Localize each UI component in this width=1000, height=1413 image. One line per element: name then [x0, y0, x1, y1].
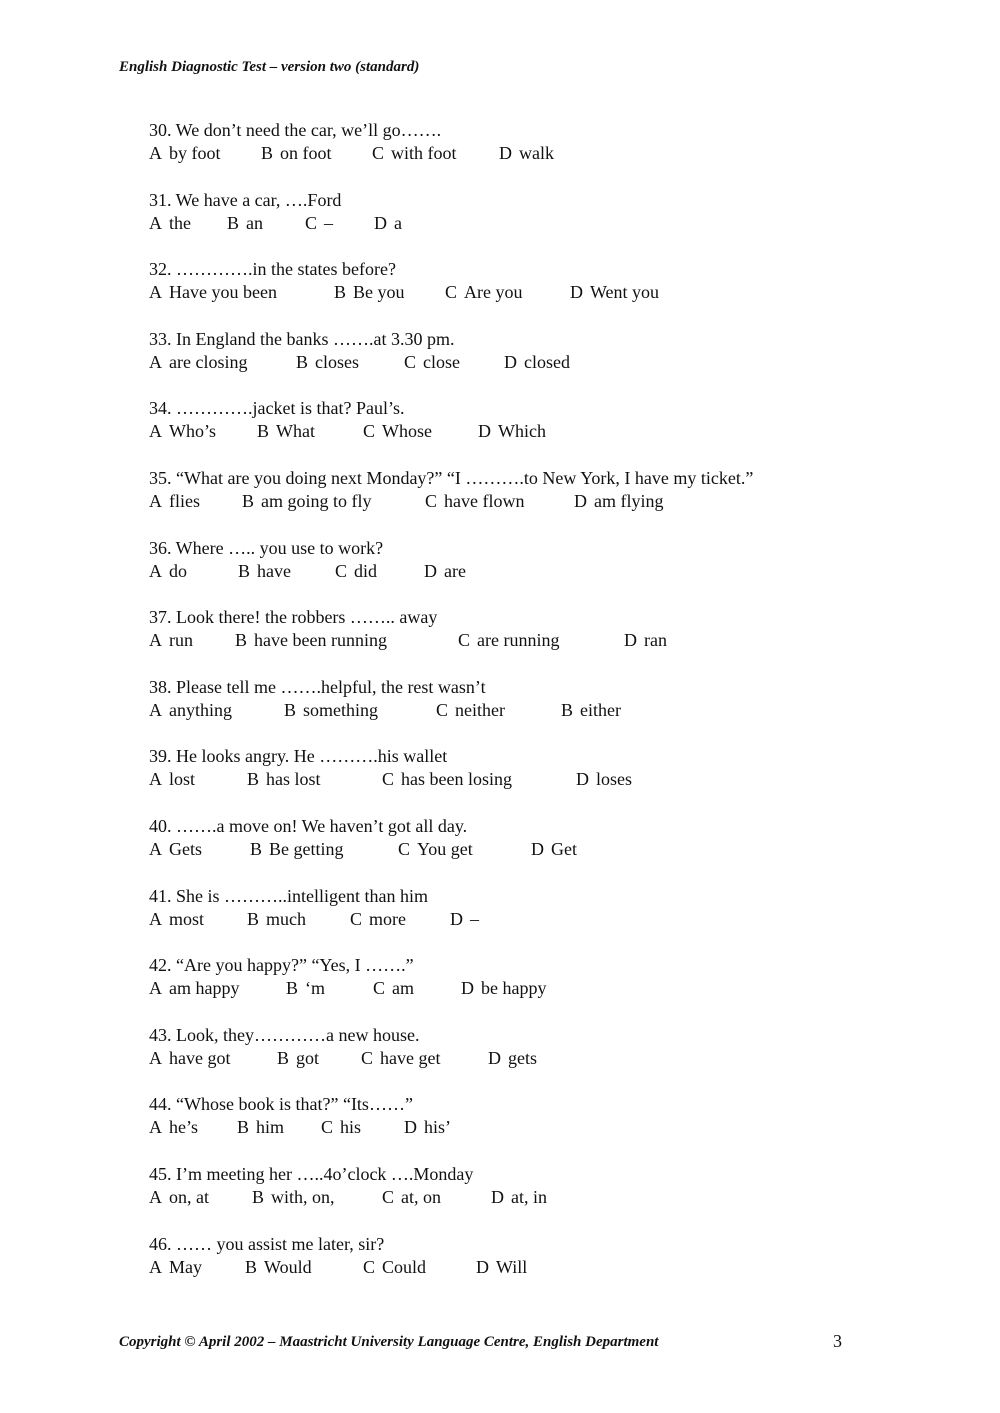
option-letter: A — [149, 421, 162, 442]
answer-option[interactable] — [458, 629, 559, 651]
option-letter: C — [445, 282, 458, 303]
option-letter: D — [570, 282, 583, 303]
answer-option[interactable] — [488, 1047, 537, 1069]
question-item — [149, 1163, 969, 1211]
option-letter: C — [398, 839, 411, 859]
answer-option[interactable] — [257, 420, 315, 442]
option-letter: C — [335, 560, 348, 581]
answer-option[interactable] — [149, 1047, 230, 1069]
option-text: did — [354, 560, 378, 581]
option-text: close — [423, 351, 460, 372]
option-letter: A — [149, 978, 162, 999]
question-item — [149, 1024, 969, 1072]
answer-option[interactable] — [245, 1256, 312, 1278]
answer-option[interactable] — [361, 1047, 440, 1069]
question-item — [149, 885, 969, 933]
option-letter: C — [436, 699, 449, 720]
question-text: 33. In England the banks …….at 3.30 pm. — [149, 328, 455, 349]
option-text: Be you — [353, 282, 405, 303]
answer-option[interactable] — [284, 699, 378, 721]
option-letter: C — [305, 212, 318, 233]
option-text: anything — [169, 699, 232, 720]
option-text: his’ — [424, 1117, 451, 1138]
option-letter: C — [361, 1047, 374, 1068]
question-item — [149, 189, 969, 237]
answer-option[interactable] — [321, 1116, 361, 1138]
answer-option[interactable] — [149, 629, 193, 651]
answer-option[interactable] — [149, 1116, 198, 1138]
option-text: Which — [498, 421, 546, 442]
question-text: 32. ………….in the states before? — [149, 259, 396, 280]
question-text: 44. “Whose book is that?” “Its……” — [149, 1094, 413, 1115]
answer-option[interactable] — [574, 490, 664, 512]
answer-option[interactable] — [149, 142, 221, 164]
option-letter: B — [227, 212, 240, 233]
option-text: Would — [264, 1256, 312, 1277]
option-letter: C — [458, 630, 471, 651]
answer-options — [149, 1186, 969, 1210]
option-text: most — [169, 908, 205, 929]
option-text: Whose — [382, 421, 432, 442]
option-text: his — [340, 1117, 362, 1138]
answer-option[interactable] — [382, 768, 512, 790]
answer-options — [149, 560, 969, 584]
option-text: at, in — [511, 1187, 547, 1207]
option-text: run — [169, 630, 193, 651]
option-letter: B — [235, 630, 248, 651]
answer-option[interactable] — [374, 212, 402, 234]
option-text: You get — [417, 839, 473, 859]
answer-option[interactable] — [499, 142, 554, 164]
option-letter: C — [404, 351, 417, 372]
option-letter: A — [149, 630, 162, 651]
option-text: Who’s — [169, 421, 216, 442]
answer-option[interactable] — [424, 560, 466, 582]
option-text: something — [303, 699, 379, 720]
answer-option[interactable] — [149, 212, 191, 234]
option-letter: D — [576, 769, 589, 790]
question-item — [149, 537, 969, 585]
option-letter: D — [488, 1047, 501, 1068]
option-letter: A — [149, 351, 162, 372]
option-text: a — [394, 212, 402, 233]
option-letter: B — [286, 978, 299, 999]
option-text: has been losing — [401, 769, 512, 790]
option-text: either — [580, 699, 621, 720]
answer-option[interactable] — [252, 1186, 335, 1208]
option-text: Gets — [169, 839, 202, 859]
option-letter: C — [321, 1117, 334, 1138]
option-text: am flying — [594, 491, 664, 511]
option-text: at, on — [401, 1187, 442, 1207]
option-letter: A — [149, 699, 162, 720]
option-text: have get — [380, 1047, 441, 1068]
option-text: flies — [169, 491, 200, 511]
option-text: Have you been — [169, 282, 277, 303]
question-item — [149, 119, 969, 167]
option-letter: C — [363, 1256, 376, 1277]
option-letter: C — [372, 143, 385, 163]
question-item — [149, 467, 969, 515]
option-letter: D — [491, 1187, 504, 1207]
answer-options — [149, 281, 969, 305]
option-letter: B — [561, 699, 574, 720]
option-letter: D — [499, 143, 512, 163]
answer-option[interactable] — [570, 281, 659, 303]
option-text: are running — [477, 630, 560, 651]
answer-option[interactable] — [286, 977, 325, 999]
option-letter: C — [363, 421, 376, 442]
question-item — [149, 745, 969, 793]
question-text: 36. Where ….. you use to work? — [149, 537, 384, 558]
answer-options — [149, 212, 969, 236]
answer-option[interactable] — [576, 768, 632, 790]
option-letter: B — [284, 699, 297, 720]
answer-option[interactable] — [436, 699, 505, 721]
option-text: Could — [382, 1256, 427, 1277]
answer-option[interactable] — [149, 281, 277, 303]
page-number: 3 — [833, 1331, 842, 1351]
answer-option[interactable] — [247, 908, 306, 930]
answer-option[interactable] — [149, 560, 187, 582]
answer-options — [149, 699, 969, 723]
answer-option[interactable] — [531, 838, 577, 860]
answer-option[interactable] — [242, 490, 372, 512]
question-item — [149, 258, 969, 306]
option-letter: C — [350, 908, 363, 929]
option-text: neither — [455, 699, 505, 720]
option-letter: B — [277, 1047, 290, 1068]
question-text: 42. “Are you happy?” “Yes, I …….” — [149, 955, 414, 976]
option-letter: C — [425, 491, 438, 511]
option-text: by foot — [169, 143, 221, 163]
answer-option[interactable] — [382, 1186, 441, 1208]
option-letter: D — [404, 1117, 417, 1138]
option-letter: B — [334, 282, 347, 303]
option-letter: A — [149, 1256, 162, 1277]
option-text: loses — [596, 769, 632, 790]
option-text: ran — [644, 630, 667, 651]
answer-option[interactable] — [149, 420, 216, 442]
option-letter: C — [382, 1187, 395, 1207]
option-text: be happy — [481, 978, 547, 999]
answer-options — [149, 908, 969, 932]
answer-option[interactable] — [372, 142, 457, 164]
answer-option[interactable] — [624, 629, 667, 651]
answer-option[interactable] — [149, 768, 195, 790]
option-text: with, on, — [271, 1187, 335, 1207]
option-text: Will — [496, 1256, 528, 1277]
option-letter: D — [504, 351, 517, 372]
option-text: Get — [551, 839, 577, 859]
answer-options — [149, 1047, 969, 1071]
option-letter: D — [461, 978, 474, 999]
option-letter: D — [424, 560, 437, 581]
option-letter: B — [237, 1117, 250, 1138]
answer-option[interactable] — [350, 908, 406, 930]
option-text: have got — [169, 1047, 231, 1068]
option-letter: D — [478, 421, 491, 442]
answer-option[interactable] — [247, 768, 321, 790]
answer-option[interactable] — [478, 420, 546, 442]
answer-options — [149, 838, 969, 862]
option-letter: A — [149, 769, 162, 790]
answer-options — [149, 142, 969, 166]
answer-option[interactable] — [149, 908, 204, 930]
option-text: on, at — [169, 1187, 209, 1207]
question-text: 43. Look, they…………a new house. — [149, 1024, 420, 1045]
question-text: 39. He looks angry. He ……….his wallet — [149, 746, 448, 767]
option-letter: D — [624, 630, 637, 651]
document-header: English Diagnostic Test – version two (standard) — [119, 59, 420, 75]
option-text: are — [444, 560, 466, 581]
answer-options — [149, 1116, 969, 1140]
answer-option[interactable] — [227, 212, 263, 234]
option-text: May — [169, 1256, 202, 1277]
question-text: 45. I’m meeting her …..4o’clock ….Monday — [149, 1164, 474, 1184]
option-text: have flown — [444, 491, 525, 511]
option-text: Be getting — [269, 839, 344, 859]
answer-option[interactable] — [363, 420, 432, 442]
option-text: – — [470, 908, 479, 929]
answer-options — [149, 1256, 969, 1280]
option-letter: D — [574, 491, 587, 511]
answer-option[interactable] — [373, 977, 414, 999]
answer-option[interactable] — [445, 281, 523, 303]
answer-option[interactable] — [149, 977, 239, 999]
question-text: 35. “What are you doing next Monday?” “I ……….to New York, I have my ticket.” — [149, 468, 754, 488]
question-item — [149, 397, 969, 445]
answer-option[interactable] — [476, 1256, 527, 1278]
option-letter: A — [149, 908, 162, 929]
option-text: am happy — [169, 978, 240, 999]
answer-option[interactable] — [335, 560, 377, 582]
option-text: has lost — [266, 769, 321, 790]
option-letter: B — [252, 1187, 265, 1207]
question-text: 34. ………….jacket is that? Paul’s. — [149, 398, 405, 419]
answer-option[interactable] — [261, 142, 332, 164]
option-letter: A — [149, 491, 162, 511]
option-letter: B — [247, 908, 260, 929]
option-letter: B — [242, 491, 255, 511]
option-letter: B — [250, 839, 263, 859]
question-item — [149, 328, 969, 376]
option-text: are closing — [169, 351, 248, 372]
option-letter: B — [247, 769, 260, 790]
question-item — [149, 954, 969, 1002]
answer-option[interactable] — [404, 1116, 451, 1138]
question-item — [149, 606, 969, 654]
option-letter: D — [450, 908, 463, 929]
answer-option[interactable] — [296, 351, 359, 373]
answer-option[interactable] — [149, 490, 200, 512]
answer-option[interactable] — [237, 1116, 284, 1138]
option-letter: D — [374, 212, 387, 233]
option-letter: B — [245, 1256, 258, 1277]
option-letter: A — [149, 560, 162, 581]
option-letter: B — [238, 560, 251, 581]
option-text: with foot — [391, 143, 457, 163]
answer-option[interactable] — [504, 351, 570, 373]
option-text: closed — [524, 351, 570, 372]
option-letter: C — [382, 769, 395, 790]
answer-option[interactable] — [404, 351, 460, 373]
option-text: have — [257, 560, 291, 581]
option-text: him — [256, 1117, 285, 1138]
question-item — [149, 676, 969, 724]
option-text: an — [246, 212, 264, 233]
option-letter: C — [373, 978, 386, 999]
answer-option[interactable] — [277, 1047, 319, 1069]
question-text: 40. …….a move on! We haven’t got all day. — [149, 816, 468, 836]
option-letter: D — [531, 839, 544, 859]
option-text: What — [276, 421, 315, 442]
question-text: 30. We don’t need the car, we’ll go……. — [149, 120, 442, 140]
option-letter: B — [296, 351, 309, 372]
option-text: am — [392, 978, 415, 999]
copyright-footer: Copyright © April 2002 – Maastricht University Language Centre, English Department — [119, 1334, 659, 1350]
option-text: gets — [508, 1047, 537, 1068]
option-text: Went you — [590, 282, 660, 303]
option-text: lost — [169, 769, 196, 790]
option-text: the — [169, 212, 191, 233]
option-text: got — [296, 1047, 320, 1068]
option-letter: A — [149, 839, 162, 859]
question-text: 38. Please tell me …….helpful, the rest wasn’t — [149, 676, 486, 697]
answer-options — [149, 490, 969, 514]
question-text: 37. Look there! the robbers …….. away — [149, 607, 438, 628]
answer-option[interactable] — [450, 908, 479, 930]
question-item — [149, 815, 969, 863]
option-letter: A — [149, 1117, 162, 1138]
answer-option[interactable] — [238, 560, 291, 582]
answer-option[interactable] — [491, 1186, 547, 1208]
option-letter: B — [257, 421, 270, 442]
option-text: ‘m — [305, 978, 326, 999]
answer-options — [149, 420, 969, 444]
answer-option[interactable] — [305, 212, 333, 234]
answer-option[interactable] — [461, 977, 546, 999]
option-letter: B — [261, 143, 274, 163]
option-text: walk — [519, 143, 554, 163]
option-text: – — [324, 212, 334, 233]
answer-options — [149, 768, 969, 792]
answer-options — [149, 351, 969, 375]
answer-option[interactable] — [363, 1256, 426, 1278]
answer-options — [149, 629, 969, 653]
option-text: on foot — [280, 143, 332, 163]
option-text: Are you — [464, 282, 523, 303]
option-text: am going to fly — [261, 491, 372, 511]
option-text: have been running — [254, 630, 387, 651]
option-text: more — [369, 908, 406, 929]
option-letter: A — [149, 282, 162, 303]
answer-option[interactable] — [561, 699, 621, 721]
answer-option[interactable] — [149, 1256, 202, 1278]
option-letter: A — [149, 1047, 162, 1068]
option-text: do — [169, 560, 187, 581]
option-text: he’s — [169, 1117, 198, 1138]
answer-option[interactable] — [149, 351, 247, 373]
answer-option[interactable] — [334, 281, 405, 303]
answer-option[interactable] — [149, 699, 232, 721]
answer-option[interactable] — [235, 629, 387, 651]
option-text: much — [266, 908, 307, 929]
option-letter: D — [476, 1256, 489, 1277]
option-letter: A — [149, 212, 162, 233]
question-item — [149, 1093, 969, 1141]
question-text: 31. We have a car, ….Ford — [149, 189, 342, 210]
answer-options — [149, 977, 969, 1001]
answer-option[interactable] — [149, 838, 202, 860]
answer-option[interactable] — [149, 1186, 209, 1208]
question-text: 41. She is ………..intelligent than him — [149, 885, 428, 906]
option-letter: A — [149, 143, 162, 163]
answer-option[interactable] — [250, 838, 344, 860]
answer-option[interactable] — [425, 490, 525, 512]
option-letter: A — [149, 1187, 162, 1207]
question-item — [149, 1233, 969, 1281]
question-text: 46. …… you assist me later, sir? — [149, 1233, 385, 1254]
answer-option[interactable] — [398, 838, 473, 860]
option-text: closes — [315, 351, 360, 372]
